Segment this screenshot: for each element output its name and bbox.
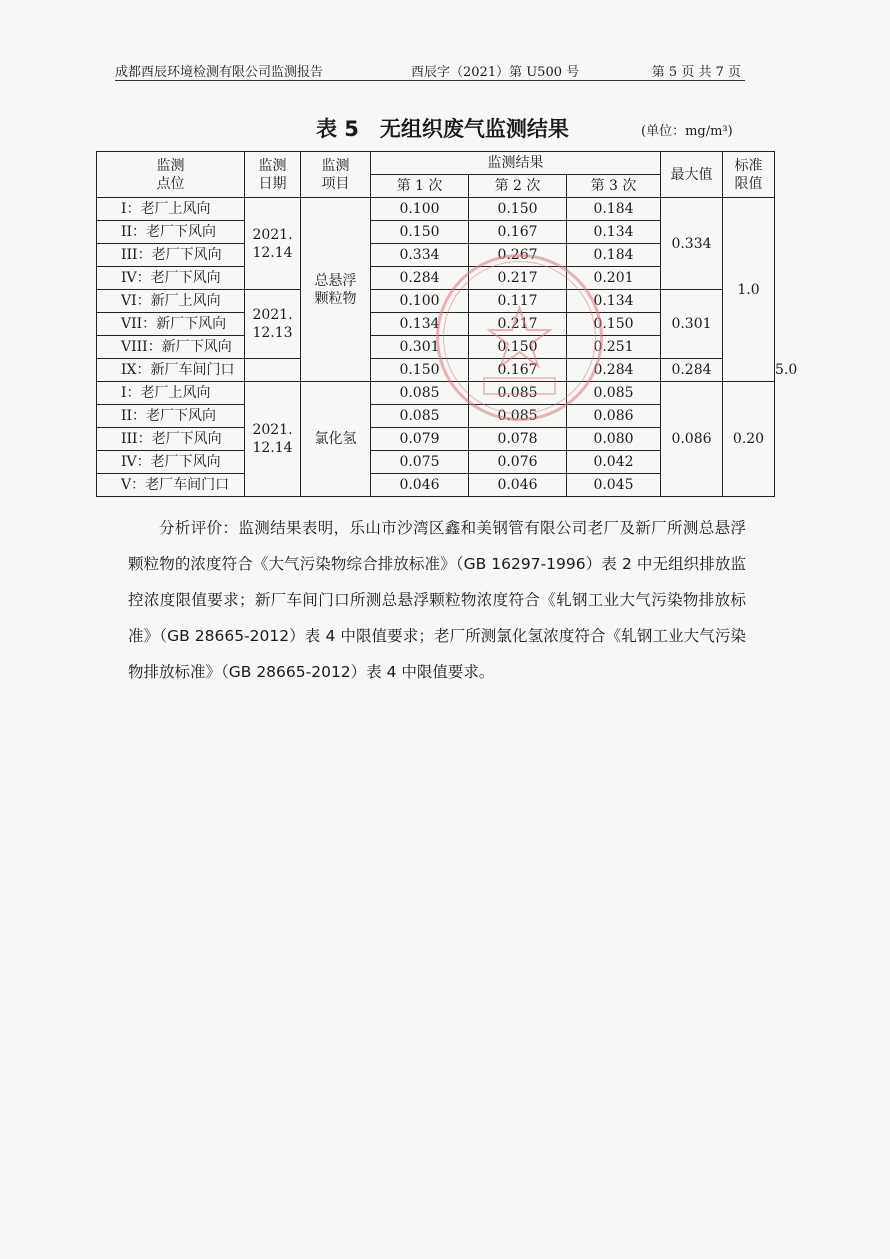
col-header-limit: 标准 限值 — [723, 152, 775, 198]
page-header — [115, 58, 745, 81]
value-cell: 0.301 — [371, 336, 469, 359]
table-row: IX：新厂车间门口 0.150 0.167 0.284 0.284 5.0 — [97, 359, 775, 382]
header-company: 成都酉辰环境检测有限公司监测报告 — [115, 65, 324, 80]
col-header-item: 监测 项目 — [301, 152, 371, 198]
value-cell: 0.134 — [567, 290, 661, 313]
table-row — [97, 290, 775, 313]
col-header-max: 最大值 — [661, 152, 723, 198]
value-cell: 0.251 — [567, 336, 661, 359]
table-row — [97, 382, 775, 405]
site-cell: VII：新厂下风向 — [97, 313, 245, 336]
site-cell: II：老厂下风向 — [97, 405, 245, 428]
value-cell: 0.100 — [371, 290, 469, 313]
value-cell: 0.217 — [469, 313, 567, 336]
value-cell: 0.085 — [567, 382, 661, 405]
value-cell: 0.075 — [371, 451, 469, 474]
col-header-date: 监测 日期 — [245, 152, 301, 198]
site-cell: IV：老厂下风向 — [97, 451, 245, 474]
date-cell: 2021. 12.14 — [245, 382, 301, 497]
date-cell-empty — [245, 359, 301, 382]
max-cell: 0.284 — [661, 359, 723, 382]
value-cell: 0.134 — [567, 221, 661, 244]
site-cell: I：老厂上风向 — [97, 198, 245, 221]
value-cell: 0.100 — [371, 198, 469, 221]
results-table — [96, 151, 798, 497]
value-cell: 0.085 — [371, 405, 469, 428]
table-row — [97, 198, 775, 221]
value-cell: 0.284 — [371, 267, 469, 290]
value-cell: 0.334 — [371, 244, 469, 267]
value-cell: 0.150 — [567, 313, 661, 336]
value-cell: 0.134 — [371, 313, 469, 336]
value-cell: 0.267 — [469, 244, 567, 267]
value-cell: 0.167 — [469, 359, 567, 382]
date-cell: 2021. 12.14 — [245, 198, 301, 290]
value-cell: 0.085 — [469, 382, 567, 405]
value-cell: 0.085 — [371, 382, 469, 405]
value-cell: 0.079 — [371, 428, 469, 451]
value-cell: 0.150 — [469, 198, 567, 221]
site-cell: IV：老厂下风向 — [97, 267, 245, 290]
value-cell: 0.086 — [567, 405, 661, 428]
value-cell: 0.076 — [469, 451, 567, 474]
value-cell: 0.080 — [567, 428, 661, 451]
col-header-site: 监测 点位 — [97, 152, 245, 198]
site-cell: IX：新厂车间门口 — [97, 359, 245, 382]
limit-cell: 0.20 — [723, 382, 775, 497]
col-header-results: 监测结果 — [371, 152, 661, 175]
value-cell: 0.201 — [567, 267, 661, 290]
col-header-run1: 第 1 次 — [371, 175, 469, 198]
max-cell: 0.301 — [661, 290, 723, 359]
value-cell: 0.117 — [469, 290, 567, 313]
value-cell: 0.078 — [469, 428, 567, 451]
table-unit: (单位：mg/m³) — [641, 124, 733, 139]
value-cell: 0.085 — [469, 405, 567, 428]
max-cell: 0.086 — [661, 382, 723, 497]
limit-cell: 1.0 — [723, 198, 775, 382]
col-header-run2: 第 2 次 — [469, 175, 567, 198]
value-cell: 0.045 — [567, 474, 661, 497]
date-cell: 2021. 12.13 — [245, 290, 301, 359]
value-cell: 0.150 — [371, 359, 469, 382]
value-cell: 0.167 — [469, 221, 567, 244]
site-cell: II：老厂下风向 — [97, 221, 245, 244]
analysis-text: 分析评价：监测结果表明，乐山市沙湾区鑫和美钢管有限公司老厂及新厂所测总悬浮颗粒物的浓度符合《大气污染物综合排放标准》（GB 16297-1996）表 2 中无组织排放监控浓度限值要求；新厂车间门口所测总悬浮颗粒物浓度符合《轧钢工业大气污染物排放标准》（GB 28665-2012）表 4 中限值要求；老厂所测氯化氢浓度符合《轧钢工业大气污染物排放标准》（GB 28665-2012）表 4 中限值要求。 — [128, 519, 746, 681]
value-cell: 0.150 — [371, 221, 469, 244]
site-cell: III：老厂下风向 — [97, 428, 245, 451]
max-cell: 0.334 — [661, 198, 723, 290]
site-cell: VI：新厂上风向 — [97, 290, 245, 313]
value-cell: 0.042 — [567, 451, 661, 474]
table-title: 表 5 无组织废气监测结果 — [316, 117, 569, 141]
col-header-run3: 第 3 次 — [567, 175, 661, 198]
value-cell: 0.046 — [469, 474, 567, 497]
value-cell: 0.217 — [469, 267, 567, 290]
site-cell: III：老厂下风向 — [97, 244, 245, 267]
item-cell: 氯化氢 — [301, 382, 371, 497]
item-cell: 总悬浮 颗粒物 — [301, 198, 371, 382]
analysis-paragraph — [128, 510, 746, 690]
site-cell: VIII：新厂下风向 — [97, 336, 245, 359]
value-cell: 0.184 — [567, 244, 661, 267]
header-page-info: 第 5 页 共 7 页 — [651, 65, 741, 80]
header-report-code: 酉辰字（2021）第 U500 号 — [411, 65, 580, 80]
site-cell: V：老厂车间门口 — [97, 474, 245, 497]
site-cell: I：老厂上风向 — [97, 382, 245, 405]
value-cell: 0.284 — [567, 359, 661, 382]
value-cell: 0.046 — [371, 474, 469, 497]
value-cell: 0.184 — [567, 198, 661, 221]
value-cell: 0.150 — [469, 336, 567, 359]
